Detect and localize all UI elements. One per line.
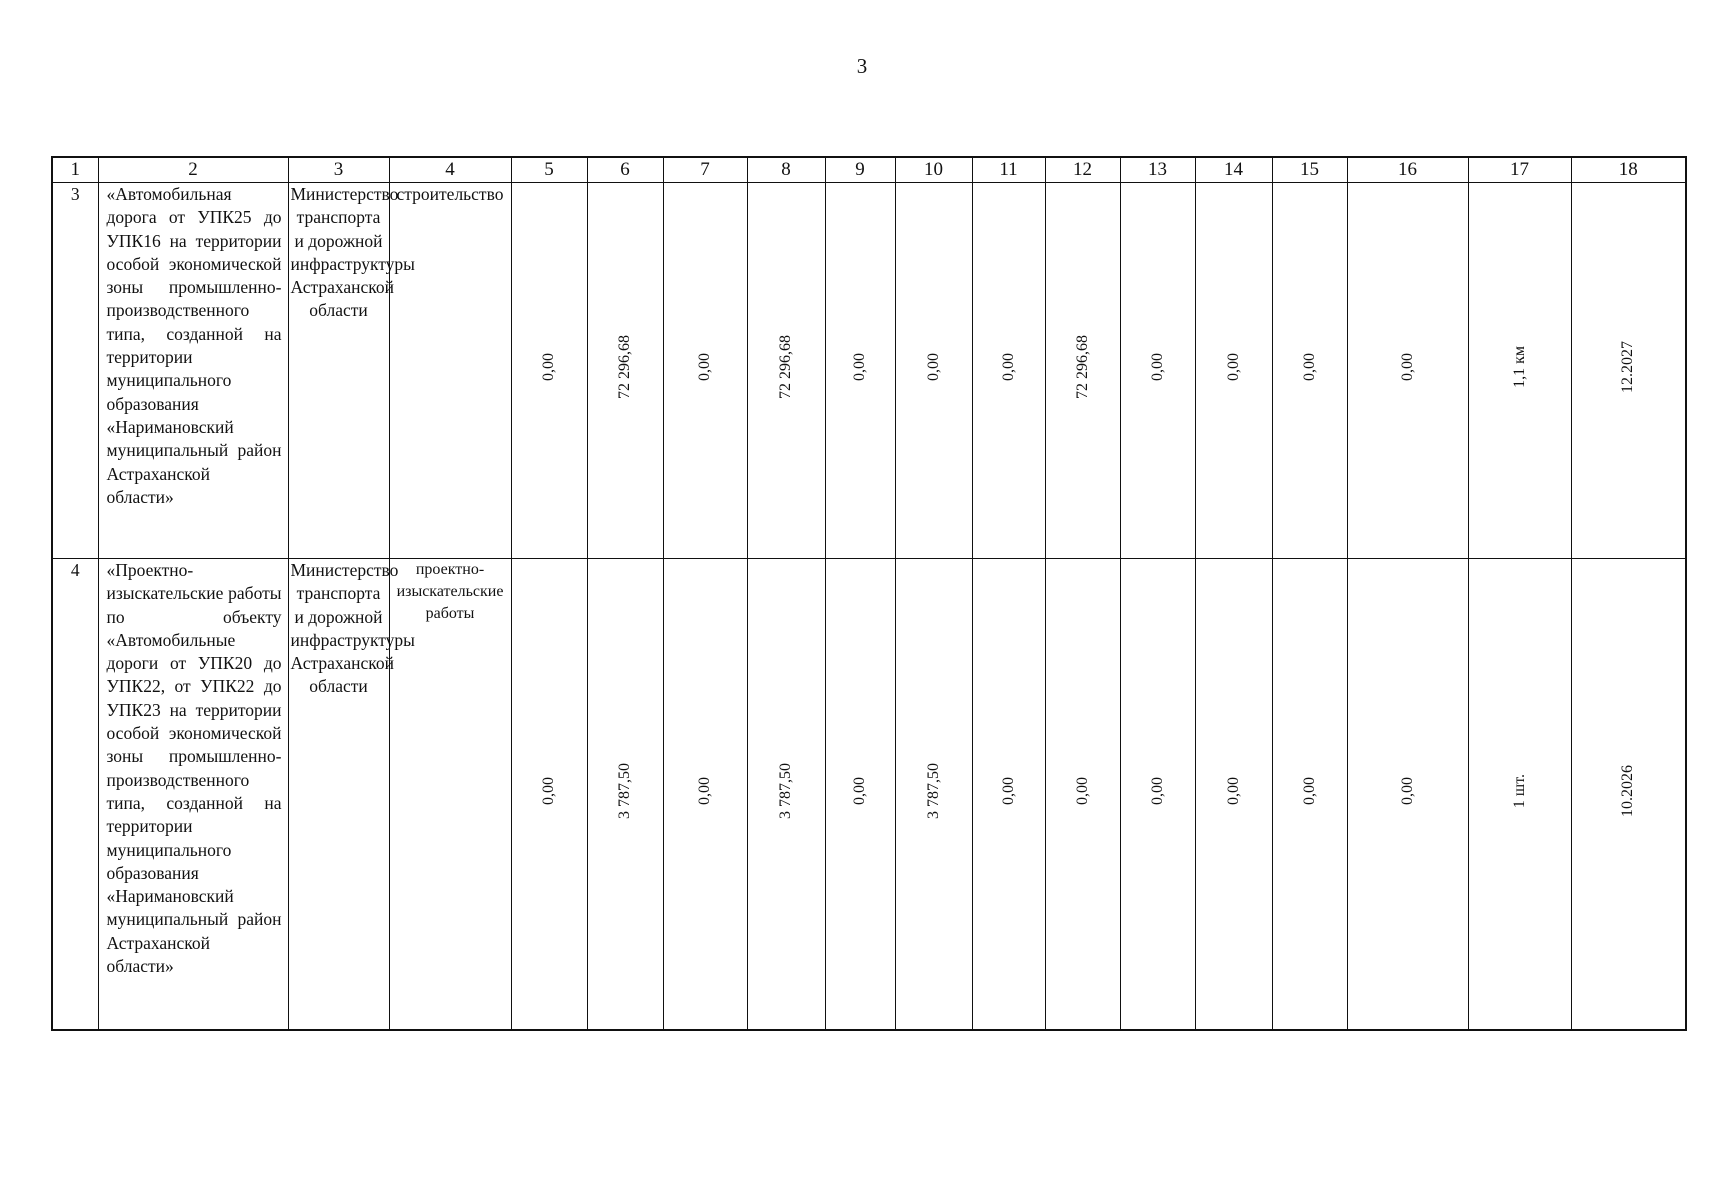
table-row <box>52 559 1686 1031</box>
value-col-10: 3 787,50 <box>924 762 942 819</box>
column-header: 4 <box>389 157 511 183</box>
value-col-16: 0,00 <box>1398 353 1416 382</box>
cell-col-18 <box>1571 183 1686 559</box>
column-header: 3 <box>288 157 389 183</box>
column-number-row <box>52 157 1686 183</box>
value-col-13: 0,00 <box>1148 776 1166 805</box>
object-name: «Автомобильная дорога от УПК25 до УПК16 на территории особой экономической зоны промышленно-производственного типа, созданной на территории муниципального образования «Наримановский муниципальный район Астраханской области» <box>98 183 288 559</box>
cell-col-16 <box>1347 559 1468 1031</box>
cell-col-7 <box>663 559 747 1031</box>
cell-col-6 <box>587 559 663 1031</box>
value-col-14: 0,00 <box>1224 353 1242 382</box>
cell-col-9 <box>825 183 895 559</box>
value-col-11: 0,00 <box>999 776 1017 805</box>
cell-col-5 <box>511 559 587 1031</box>
column-header: 2 <box>98 157 288 183</box>
value-col-17: 1 шт. <box>1510 773 1528 808</box>
cell-col-15 <box>1272 183 1347 559</box>
value-col-11: 0,00 <box>999 353 1017 382</box>
column-header: 13 <box>1120 157 1195 183</box>
value-col-9: 0,00 <box>851 353 868 382</box>
value-col-10: 0,00 <box>924 353 942 382</box>
object-name: «Проектно-изыскательские работы по объекту «Автомобильные дороги от УПК20 до УПК22, от УПК22 до УПК23 на территории особой экономической зоны промышленно-производственного типа, созданной на территории муниципального образования «Наримановский муниципальный район Астраханской области» <box>98 559 288 1031</box>
column-header: 12 <box>1045 157 1120 183</box>
value-col-8: 72 296,68 <box>777 335 794 400</box>
value-col-7: 0,00 <box>696 353 713 382</box>
value-col-18: 12.2027 <box>1619 341 1637 394</box>
value-col-8: 3 787,50 <box>777 762 794 819</box>
value-col-17: 1,1 км <box>1510 346 1528 389</box>
cell-col-5 <box>511 183 587 559</box>
cell-col-8 <box>747 559 825 1031</box>
column-header: 16 <box>1347 157 1468 183</box>
value-col-15: 0,00 <box>1300 776 1318 805</box>
responsible-body: Министерство транспорта и дорожной инфраструктуры Астраханской области <box>288 183 389 559</box>
column-header: 1 <box>52 157 98 183</box>
column-header: 7 <box>663 157 747 183</box>
value-col-14: 0,00 <box>1224 776 1242 805</box>
cell-col-12 <box>1045 183 1120 559</box>
cell-col-13 <box>1120 183 1195 559</box>
cell-col-17 <box>1468 183 1571 559</box>
column-header: 10 <box>895 157 972 183</box>
cell-col-14 <box>1195 559 1272 1031</box>
cell-col-13 <box>1120 559 1195 1031</box>
column-header: 11 <box>972 157 1045 183</box>
cell-col-9 <box>825 559 895 1031</box>
cell-col-7 <box>663 183 747 559</box>
value-col-15: 0,00 <box>1300 353 1318 382</box>
row-index: 4 <box>52 559 98 1031</box>
investment-table-container <box>51 156 1685 1031</box>
column-header: 18 <box>1571 157 1686 183</box>
cell-col-17 <box>1468 559 1571 1031</box>
cell-col-8 <box>747 183 825 559</box>
work-type: строительство <box>389 183 511 559</box>
value-col-12: 0,00 <box>1073 776 1091 805</box>
cell-col-11 <box>972 183 1045 559</box>
value-col-5: 0,00 <box>540 353 557 382</box>
column-header: 14 <box>1195 157 1272 183</box>
page-number: 3 <box>856 54 868 78</box>
value-col-6: 72 296,68 <box>616 335 633 400</box>
column-header: 15 <box>1272 157 1347 183</box>
value-col-5: 0,00 <box>540 776 557 805</box>
value-col-9: 0,00 <box>851 776 868 805</box>
column-header: 5 <box>511 157 587 183</box>
cell-col-6 <box>587 183 663 559</box>
responsible-body: Министерство транспорта и дорожной инфраструктуры Астраханской области <box>288 559 389 1031</box>
cell-col-15 <box>1272 559 1347 1031</box>
row-index: 3 <box>52 183 98 559</box>
cell-col-14 <box>1195 183 1272 559</box>
cell-col-10 <box>895 559 972 1031</box>
work-type: проектно-изыскательские работы <box>389 559 511 1031</box>
investment-table <box>51 156 1687 1031</box>
cell-col-10 <box>895 183 972 559</box>
value-col-6: 3 787,50 <box>616 762 633 819</box>
value-col-12: 72 296,68 <box>1073 335 1091 400</box>
cell-col-11 <box>972 559 1045 1031</box>
cell-col-18 <box>1571 559 1686 1031</box>
column-header: 17 <box>1468 157 1571 183</box>
column-header: 8 <box>747 157 825 183</box>
value-col-7: 0,00 <box>696 776 713 805</box>
value-col-16: 0,00 <box>1398 776 1416 805</box>
cell-col-16 <box>1347 183 1468 559</box>
column-header: 9 <box>825 157 895 183</box>
value-col-18: 10.2026 <box>1619 764 1637 817</box>
column-header: 6 <box>587 157 663 183</box>
value-col-13: 0,00 <box>1148 353 1166 382</box>
cell-col-12 <box>1045 559 1120 1031</box>
table-row <box>52 183 1686 559</box>
